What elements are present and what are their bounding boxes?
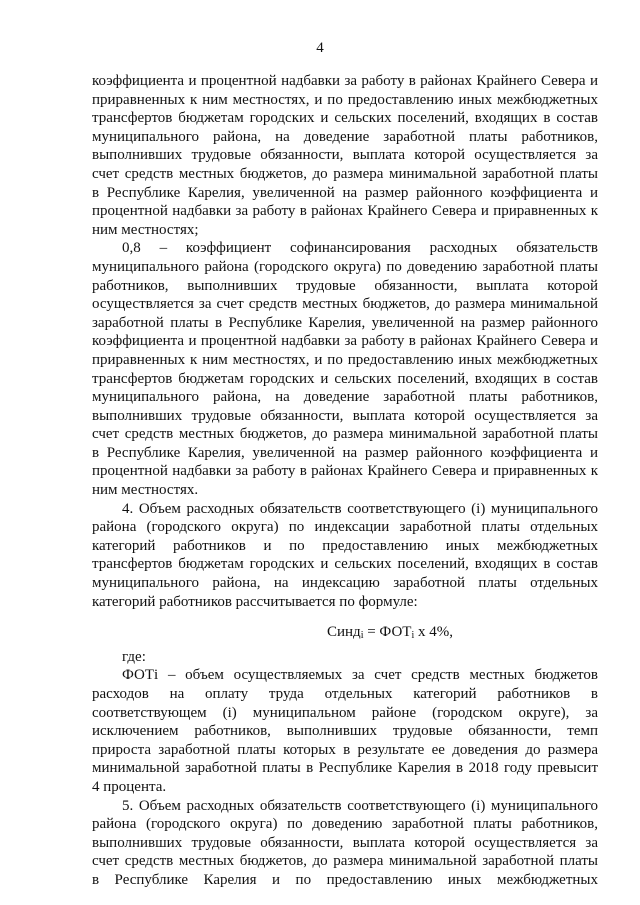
formula: [92, 623, 598, 642]
text-line: заработной платы в Республике Карелия, увеличенной на размер районного: [92, 314, 598, 331]
text-line: исключением работников, выполнивших трудовые обязанности, темп: [92, 723, 598, 740]
text-line: выполнивших трудовые обязанности, выплата которой осуществляется за: [92, 407, 598, 424]
text-line: счет средств местных бюджетов, до размера минимальной заработной платы: [92, 426, 598, 443]
body-text: [92, 72, 598, 890]
text-line: в Республике Карелия, увеличенной на размер районного коэффициента и: [92, 444, 598, 461]
text-line: района (городского округа) по индексации заработной платы отдельных: [92, 519, 598, 536]
text-line: района (городского округа) по доведению заработной платы работников,: [92, 816, 598, 833]
text-line: 0,8 – коэффициент софинансирования расходных обязательств: [122, 240, 598, 257]
text-line: муниципального района (городского округа) по доведению заработной платы: [92, 258, 598, 275]
text-line: муниципального района, на доведение заработной платы работников,: [92, 389, 598, 406]
text-line: ним местностях.: [92, 482, 199, 499]
text-line: выполнивших трудовые обязанности, выплата которой осуществляется за: [92, 834, 598, 851]
text-line: работников, выполнивших трудовые обязанности, выплата которой: [92, 277, 598, 294]
text-line: коэффициента и процентной надбавки за работу в районах Крайнего Севера и: [92, 333, 598, 350]
text-line: трансфертов бюджетам городских и сельских поселений, входящих в состав: [92, 110, 598, 127]
text-line: приравненных к ним местностях, и по предоставлению иных межбюджетных: [92, 351, 598, 368]
text-line: трансфертов бюджетам городских и сельских поселений, входящих в состав: [92, 370, 598, 387]
formula-lhs: Синд: [326, 624, 361, 641]
where-label: где:: [122, 648, 146, 665]
paragraphs-block-1: [92, 72, 598, 611]
text-line: ФОТi – объем осуществляемых за счет средств местных бюджетов: [122, 667, 598, 684]
text-line: муниципального района, на индексацию заработной платы отдельных: [92, 575, 598, 592]
text-line: осуществляется за счет средств местных бюджетов, до размера минимальной: [92, 296, 598, 313]
paragraphs-block-2: [92, 666, 598, 889]
text-line: приравненных к ним местностях, и по предоставлению иных межбюджетных: [92, 91, 598, 108]
text-line: категорий работников и по предоставлению иных межбюджетных: [92, 537, 598, 554]
text-line: соответствующем (i) муниципальном районе (городском округе), за: [92, 704, 598, 721]
text-line: 4 процента.: [92, 778, 167, 795]
text-line: расходов на оплату труда отдельных категорий работников в: [92, 686, 598, 702]
text-line: процентной надбавки за работу в районах Крайнего Севера и приравненных к: [92, 463, 598, 480]
text-line: прироста заработной платы которых в результате ее доведения до размера: [92, 741, 598, 758]
formula-rest: х 4%,: [414, 624, 453, 641]
text-line: в Республике Карелия, увеличенной на размер районного коэффициента и: [92, 184, 598, 201]
formula-lhs-index: i: [360, 630, 364, 642]
text-line: трансфертов бюджетам городских и сельских поселений, входящих в состав: [92, 556, 598, 573]
text-line: счет средств местных бюджетов, до размера минимальной заработной платы: [92, 853, 598, 870]
text-line: коэффициента и процентной надбавки за работу в районах Крайнего Севера и: [92, 73, 598, 89]
text-line: процентной надбавки за работу в районах Крайнего Севера и приравненных к: [92, 203, 598, 220]
text-line: выполнивших трудовые обязанности, выплата которой осуществляется за: [92, 147, 598, 164]
formula-eq: = ФОТ: [363, 624, 412, 641]
text-line: ним местностях;: [92, 221, 199, 238]
formula-rhs-index: i: [411, 630, 415, 642]
text-line: счет средств местных бюджетов, до размера минимальной заработной платы: [92, 165, 598, 182]
page-number: 4: [316, 40, 324, 56]
text-line: категорий работников рассчитывается по формуле:: [92, 593, 418, 610]
text-line: 5. Объем расходных обязательств соответствующего (i) муниципального: [122, 797, 598, 814]
text-line: минимальной заработной платы в Республике Карелия в 2018 году превысит: [92, 760, 598, 777]
text-line: в Республике Карелия и по предоставлению иных межбюджетных: [92, 871, 598, 888]
text-line: муниципального района, на доведение заработной платы работников,: [92, 128, 598, 145]
text-line: 4. Объем расходных обязательств соответствующего (i) муниципального: [122, 500, 598, 517]
